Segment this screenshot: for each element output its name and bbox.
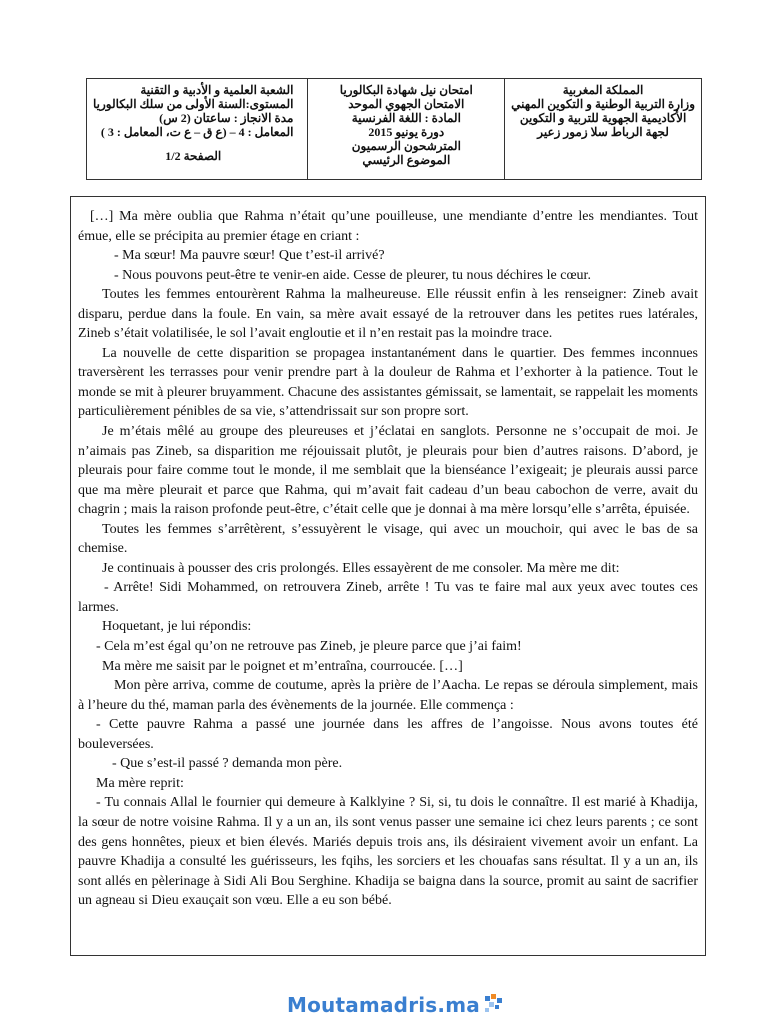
header-institution-cell <box>504 79 701 179</box>
exam-text <box>78 207 698 911</box>
header-level-cell <box>87 79 307 179</box>
header-line: مدة الانجاز : ساعتان (2 س) <box>159 111 294 125</box>
dialogue-line: - Ma sœur! Ma pauvre sœur! Que t’est-il arrivé? <box>114 248 385 264</box>
paragraph: Mon père arriva, comme de coutume, après la prière de l’Aacha. Le repas se déroula simplement, mais à l’heure du thé, maman parla des évènements de la journée. Elle commença : <box>78 678 698 713</box>
paragraph: Toutes les femmes s’arrêtèrent, s’essuyèrent le visage, qui avec un mouchoir, qui avec le bas de sa chemise. <box>78 521 698 557</box>
paragraph: […] Ma mère oublia que Rahma n’était qu’une pouilleuse, une mendiante d’entre les mendiantes. Tout émue, elle se précipita au premier étage en criant : <box>78 209 698 244</box>
header-line: الشعبة العلمية و الأدبية و التقنية <box>140 83 294 97</box>
dialogue-line: - Cette pauvre Rahma a passé une journée dans les affres de l’angoisse. Nous avons toutes été bouleversées. <box>78 717 698 752</box>
header-line: الموضوع الرئيسي <box>362 153 451 167</box>
header-line: امتحان نيل شهادة البكالوريا <box>339 83 473 97</box>
paragraph: Je m’étais mêlé au groupe des pleureuses et j’éclatai en sanglots. Personne ne s’occupait de moi. Je n’aimais pas Zineb, sa disparition me réjouissait plutôt, je pleurais pour bien d’autres raisons. D’abord, je pleurais pour faire comme tout le monde, il me semblait que la bienséance l’exigeait; je pleurais aussi parce que ma mère pleurait et parce que Rahma, qui m’avait fait cadeau d’un beau cabochon de verre, avait du chagrin ; mais la raison profonde peut-être, c’était celle que je donnai à ma mère lorsqu’elle s’arrêta, épuisée. <box>78 424 698 518</box>
paragraph: Toutes les femmes entourèrent Rahma la malheureuse. Elle réussit enfin à les renseigner: Zineb avait disparu, perdue dans la foule. En vain, sa mère avait essayé de la retrouver dans les petites rues latérales, Zineb s’était volatilisée, le sol l’avait engloutie et il n’en restait pas la moindre trace. <box>78 287 698 342</box>
header-exam-cell <box>307 79 504 179</box>
dialogue-line: - Nous pouvons peut-être te venir-en aide. Cesse de pleurer, tu nous déchires le cœur. <box>114 267 591 283</box>
header-line: لجهة الرباط سلا زمور زعير <box>537 125 669 139</box>
dialogue-line: - Cela m’est égal qu’on ne retrouve pas Zineb, je pleure parce que j’ai faim! <box>96 639 522 655</box>
paragraph: Ma mère me saisit par le poignet et m’entraîna, courroucée. […] <box>102 658 463 674</box>
site-logo[interactable] <box>287 991 503 1019</box>
header-line: المستوى:السنة الأولى من سلك البكالوريا <box>93 97 294 111</box>
dialogue-line: - Arrête! Sidi Mohammed, on retrouvera Zineb, arrête ! Tu vas te faire mal aux yeux avec toutes ces larmes. <box>78 580 698 615</box>
logo-text: Moutamadris.ma <box>287 993 480 1017</box>
header-line: دورة يونيو 2015 <box>368 125 445 139</box>
paragraph: La nouvelle de cette disparition se propagea instantanément dans le quartier. Des femmes inconnues traversèrent les terrasses pour venir prendre part à la douleur de Rahma et l’exhorter à la patience. Tout le monde se mit à pleurer bruyamment. Chacune des assistantes gémissait, se lamentait, se rappelait les moments particulièrement pénibles de sa vie, s’attendrissait sur son propre sort. <box>78 345 698 420</box>
header-line: المعامل : 4 – (ع ق – ع ت، المعامل : 3 ) <box>100 125 294 139</box>
header-line: الأكاديمية الجهوية للتربية و التكوين <box>519 111 687 125</box>
dialogue-line: - Que s’est-il passé ? demanda mon père. <box>112 756 343 772</box>
header-line: المادة : اللغة الفرنسية <box>351 111 461 125</box>
paragraph: Ma mère reprit: <box>96 775 184 791</box>
header-line: الامتحان الجهوي الموحد <box>348 97 465 111</box>
exam-header-table <box>86 78 702 180</box>
dialogue-line: - Tu connais Allal le fournier qui demeure à Kalklyine ? Si, si, tu dois le connaître. Il est marié à Khadija, la sœur de notre voisine Rahma. Il y a un an, ils sont venus passer une semaine ici chez leurs parents ; ce sont des gens honnêtes, pieux et bien élevés. Mariés depuis trois ans, ils désiraient vivement avoir un enfant. La pauvre Khadija a consulté les guérisseurs, les fqihs, les sorciers et les chouafas sans résultat. Il y a un an, ils sont allés en pèlerinage à Sidi Ali Bou Serghine. Khadija se baigna dans la source, promit au saint de sacrifier un agneau si Dieu exauçait son vœu. Elle a eu son bébé. <box>78 795 698 909</box>
page-number: الصفحة 1/2 <box>165 149 222 163</box>
paragraph: Je continuais à pousser des cris prolongés. Elles essayèrent de me consoler. Ma mère me dit: <box>102 560 620 576</box>
paragraph: Hoquetant, je lui répondis: <box>102 619 252 635</box>
pixel-blocks-icon <box>483 994 503 1016</box>
header-line: المترشحون الرسميون <box>351 139 461 153</box>
header-line: المملكة المغربية <box>562 83 644 97</box>
header-line: وزارة التربية الوطنية و التكوين المهني <box>511 97 695 111</box>
